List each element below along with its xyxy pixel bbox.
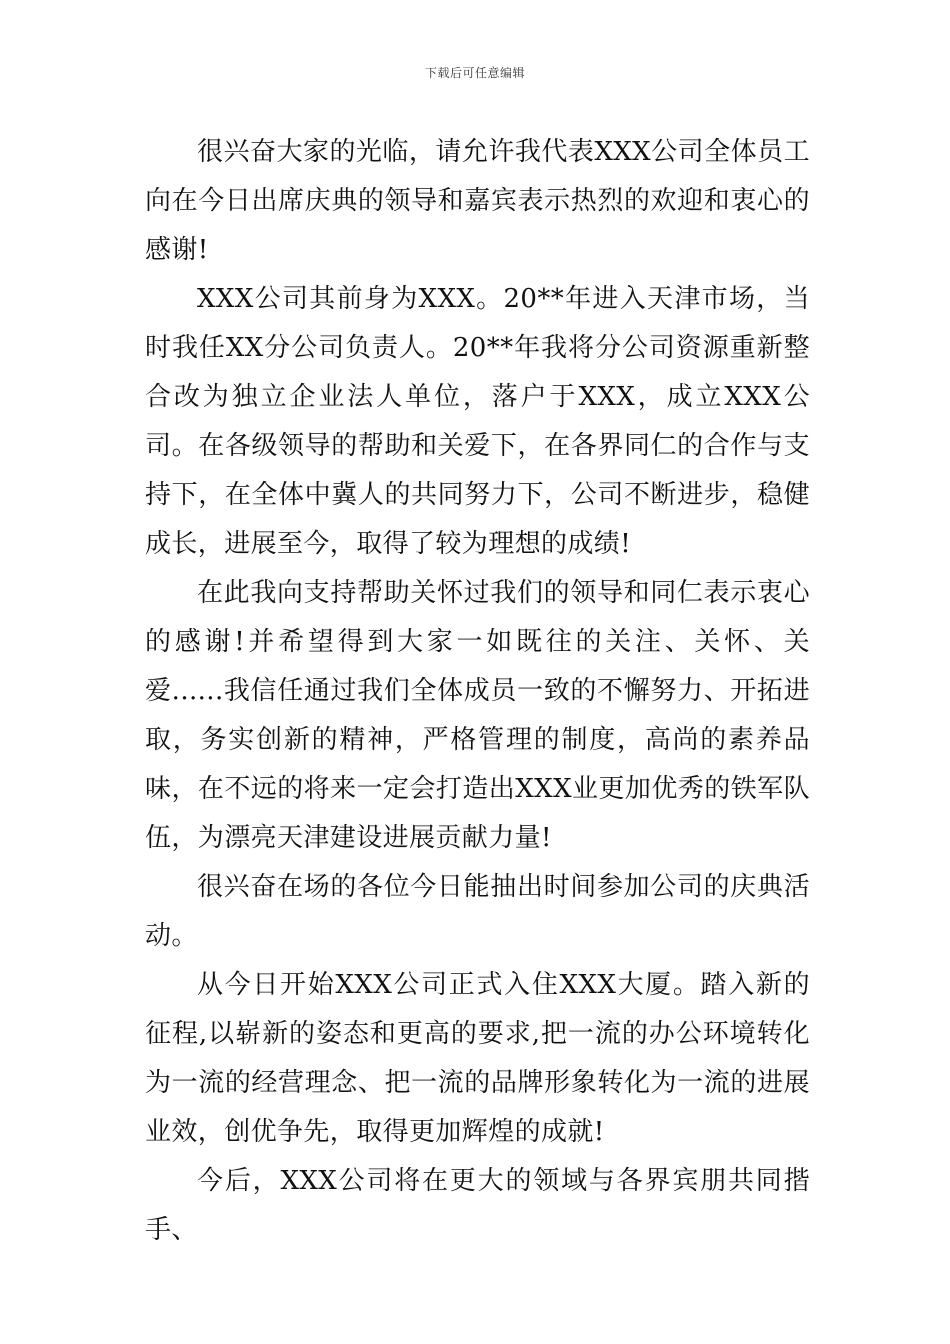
paragraph-company-history: XXX公司其前身为XXX。20**年进入天津市场，当时我任XX分公司负责人。20**年我将分公司资源重新整合改为独立企业法人单位，落户于XXX，成立XXX公司。在各级领导的帮助和关爱下，在各界同仁的合作与支持下，在全体中冀人的共同努力下，公司不断进步，稳健成长，进展至今，取得了较为理想的成绩!: [145, 284, 810, 559]
document-body: [145, 128, 810, 1255]
paragraph-new-office: 从今日开始XXX公司正式入住XXX大厦。踏入新的征程,以崭新的姿态和更高的要求,把一流的办公环境转化为一流的经营理念、把一流的品牌形象转化为一流的进展业效，创优争先，取得更加辉煌的成就!: [145, 970, 810, 1147]
paragraph-thanks: 在此我向支持帮助关怀过我们的领导和同仁表示衷心的感谢!并希望得到大家一如既往的关注、关怀、关爱......我信任通过我们全体成员一致的不懈努力、开拓进取，务实创新的精神，严格管理的制度，高尚的素养品味，在不远的将来一定会打造出XXX业更加优秀的铁军队伍，为漂亮天津建设进展贡献力量!: [145, 578, 810, 853]
paragraph-future: 今后，XXX公司将在更大的领域与各界宾朋共同揩手、: [145, 1166, 810, 1245]
page-header-note: 下载后可任意编辑: [424, 66, 525, 80]
paragraph-celebration: 很兴奋在场的各位今日能抽出时间参加公司的庆典活动。: [145, 872, 810, 951]
paragraph-welcome: 很兴奋大家的光临，请允许我代表XXX公司全体员工向在今日出席庆典的领导和嘉宾表示热烈的欢迎和衷心的感谢!: [145, 137, 810, 265]
